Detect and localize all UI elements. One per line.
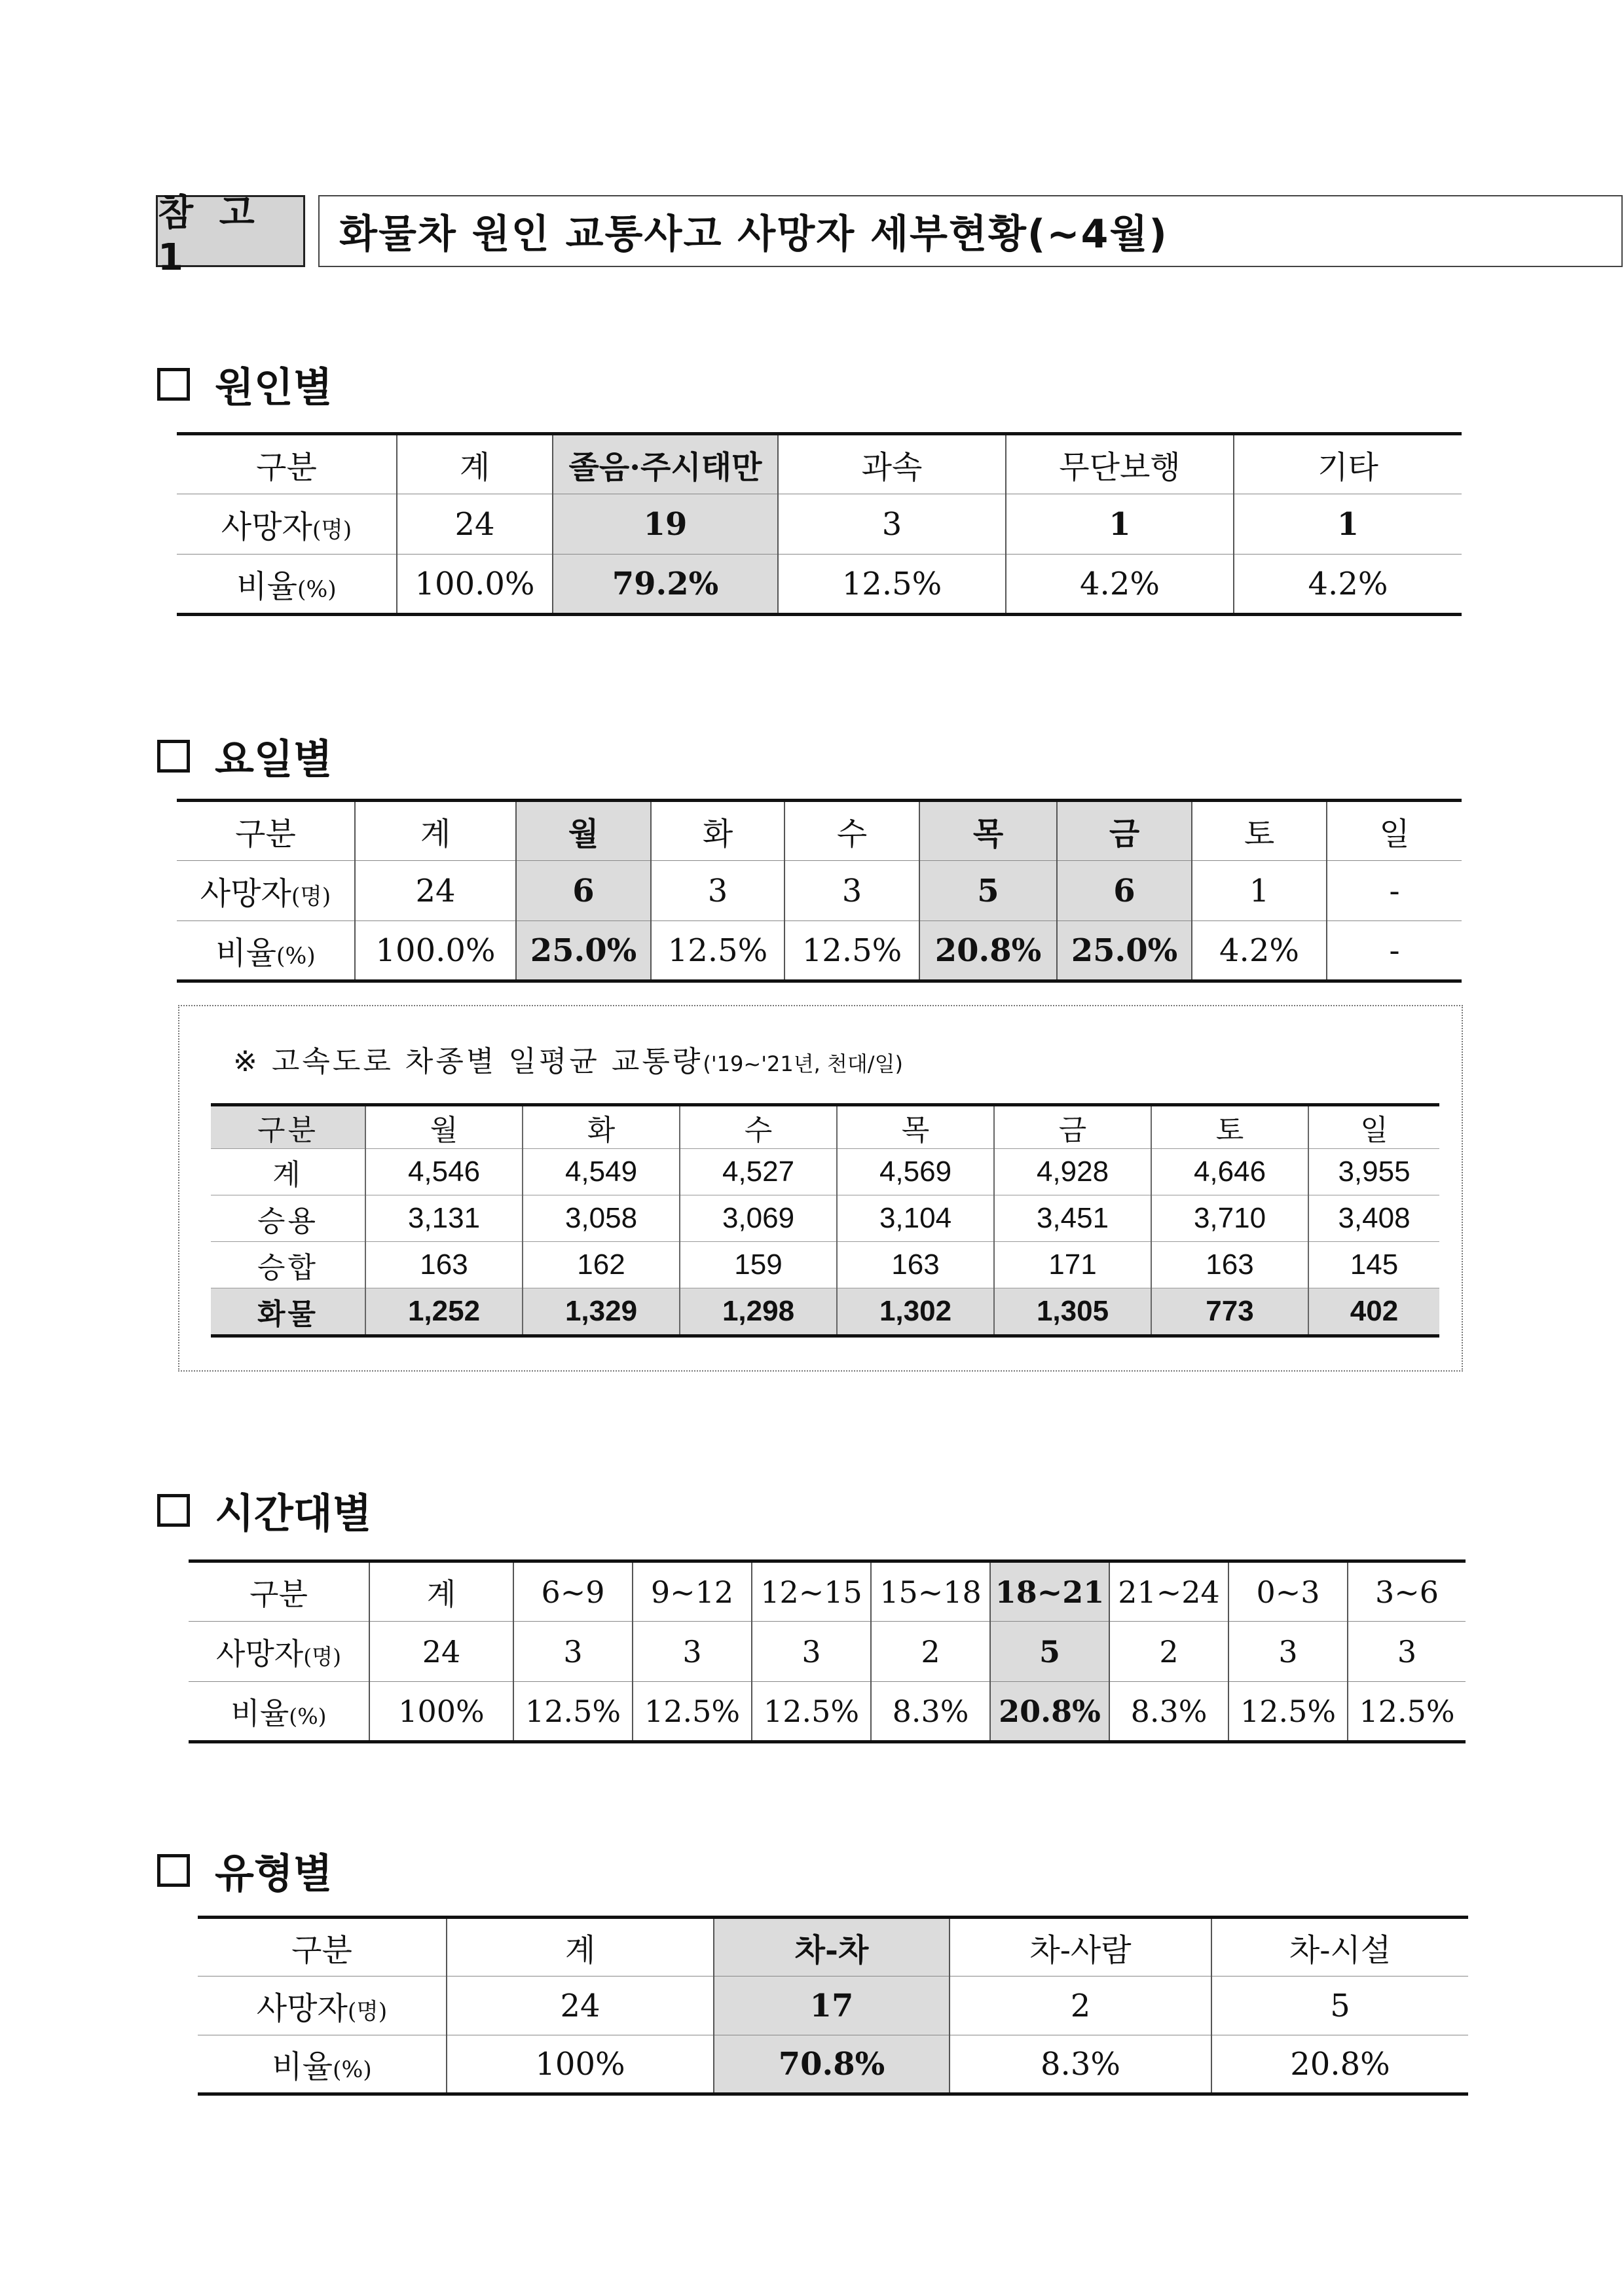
data-cell: 159 [680, 1242, 837, 1288]
data-cell: 8.3% [950, 2035, 1211, 2094]
data-cell: 1,302 [837, 1288, 994, 1336]
data-cell: 4,569 [837, 1149, 994, 1195]
row-label: 화물 [211, 1288, 365, 1336]
data-cell: 100% [369, 1682, 513, 1742]
data-cell: 1,305 [994, 1288, 1151, 1336]
header-cell: 0~3 [1228, 1561, 1348, 1622]
data-cell: 3 [778, 494, 1006, 555]
data-cell: 25.0% [1057, 921, 1192, 981]
header-cell: 일 [1308, 1105, 1439, 1149]
data-cell: 19 [553, 494, 778, 555]
table-header-row [189, 1561, 1466, 1622]
row-label: 비율(%) [189, 1682, 369, 1742]
table-row [198, 1977, 1468, 2035]
header-cell: 계 [369, 1561, 513, 1622]
data-cell: 79.2% [553, 555, 778, 615]
data-cell: 163 [1151, 1242, 1308, 1288]
data-cell: 4,546 [365, 1149, 523, 1195]
data-cell: 4,549 [523, 1149, 680, 1195]
data-cell: 171 [994, 1242, 1151, 1288]
data-cell: - [1327, 861, 1462, 921]
header-cell: 수 [680, 1105, 837, 1149]
data-cell: 1 [1006, 494, 1234, 555]
header-cell: 계 [397, 434, 553, 494]
data-cell: 145 [1308, 1242, 1439, 1288]
data-cell: 100% [447, 2035, 714, 2094]
header-cell: 차-차 [714, 1918, 950, 1977]
row-label: 승용 [211, 1195, 365, 1242]
data-cell: 2 [871, 1622, 990, 1682]
header-cell: 목 [837, 1105, 994, 1149]
section-heading-cause [157, 355, 333, 413]
header-cell: 9~12 [633, 1561, 752, 1622]
data-cell: 8.3% [1109, 1682, 1228, 1742]
header-cell: 6~9 [513, 1561, 633, 1622]
data-cell: 5 [990, 1622, 1109, 1682]
data-cell: 3,131 [365, 1195, 523, 1242]
section-heading-type [157, 1841, 333, 1899]
table-row-highlighted [211, 1288, 1439, 1336]
header-cell: 구분 [177, 801, 355, 861]
header-cell: 15~18 [871, 1561, 990, 1622]
row-label: 사망자(명) [177, 861, 355, 921]
data-cell: 2 [1109, 1622, 1228, 1682]
header-cell: 졸음·주시태만 [553, 434, 778, 494]
header-cell: 일 [1327, 801, 1462, 861]
data-cell: 12.5% [778, 555, 1006, 615]
header-cell: 구분 [189, 1561, 369, 1622]
data-cell: 162 [523, 1242, 680, 1288]
data-cell: 24 [397, 494, 553, 555]
table-row [177, 494, 1462, 555]
data-cell: 20.8% [919, 921, 1057, 981]
data-cell: 12.5% [633, 1682, 752, 1742]
data-cell: 17 [714, 1977, 950, 2035]
table-row [189, 1622, 1466, 1682]
section-title: 요일별 [215, 735, 333, 783]
data-cell: 1,252 [365, 1288, 523, 1336]
header-cell: 18~21 [990, 1561, 1109, 1622]
section-heading-hour [157, 1481, 372, 1539]
reference-tag: 참 고 1 [156, 195, 305, 267]
data-cell: 100.0% [355, 921, 516, 981]
data-cell: 12.5% [1348, 1682, 1466, 1742]
header-cell: 수 [784, 801, 919, 861]
data-cell: 3,710 [1151, 1195, 1308, 1242]
data-cell: 1,298 [680, 1288, 837, 1336]
data-cell: 25.0% [516, 921, 651, 981]
row-label: 사망자(명) [198, 1977, 447, 2035]
data-cell: 3,069 [680, 1195, 837, 1242]
data-cell: 12.5% [1228, 1682, 1348, 1742]
data-cell: 70.8% [714, 2035, 950, 2094]
data-cell: 163 [365, 1242, 523, 1288]
page-title: 화물차 원인 교통사고 사망자 세부현황(~4월) [318, 195, 1623, 267]
data-cell: 4.2% [1006, 555, 1234, 615]
data-cell: 12.5% [784, 921, 919, 981]
header-cell: 12~15 [752, 1561, 871, 1622]
table-row [198, 2035, 1468, 2094]
traffic-note-box [178, 1005, 1463, 1372]
data-cell: 3 [513, 1622, 633, 1682]
data-cell: 3,955 [1308, 1149, 1439, 1195]
header-cell: 화 [651, 801, 784, 861]
table-row [177, 921, 1462, 981]
data-cell: 6 [516, 861, 651, 921]
data-cell: 402 [1308, 1288, 1439, 1336]
header-cell: 계 [447, 1918, 714, 1977]
data-cell: 3 [752, 1622, 871, 1682]
header-cell: 월 [365, 1105, 523, 1149]
data-cell: 20.8% [1211, 2035, 1468, 2094]
data-cell: 3 [1228, 1622, 1348, 1682]
header-cell: 차-사람 [950, 1918, 1211, 1977]
data-cell: 24 [369, 1622, 513, 1682]
data-cell: 773 [1151, 1288, 1308, 1336]
header-cell: 기타 [1234, 434, 1462, 494]
data-cell: - [1327, 921, 1462, 981]
header-cell: 21~24 [1109, 1561, 1228, 1622]
table-row [211, 1149, 1439, 1195]
row-label: 비율(%) [177, 921, 355, 981]
checkbox-square-icon [157, 368, 190, 401]
hour-table [189, 1559, 1466, 1743]
data-cell: 12.5% [513, 1682, 633, 1742]
data-cell: 4,527 [680, 1149, 837, 1195]
data-cell: 5 [1211, 1977, 1468, 2035]
data-cell: 4.2% [1234, 555, 1462, 615]
table-row [211, 1242, 1439, 1288]
header-cell: 토 [1192, 801, 1327, 861]
header-cell: 토 [1151, 1105, 1308, 1149]
note-title: ※ 고속도로 차종별 일평균 교통량('19~'21년, 천대/일) [233, 1045, 903, 1078]
row-label: 계 [211, 1149, 365, 1195]
header-cell: 금 [994, 1105, 1151, 1149]
table-row [211, 1195, 1439, 1242]
table-row [189, 1682, 1466, 1742]
cause-table [177, 432, 1462, 616]
section-title: 시간대별 [215, 1489, 372, 1537]
header-cell: 구분 [198, 1918, 447, 1977]
row-label: 승합 [211, 1242, 365, 1288]
row-label: 사망자(명) [189, 1622, 369, 1682]
type-table [198, 1916, 1468, 2096]
data-cell: 3,451 [994, 1195, 1151, 1242]
data-cell: 20.8% [990, 1682, 1109, 1742]
header-cell: 계 [355, 801, 516, 861]
header-cell: 차-시설 [1211, 1918, 1468, 1977]
data-cell: 3,408 [1308, 1195, 1439, 1242]
table-row [177, 861, 1462, 921]
data-cell: 3 [1348, 1622, 1466, 1682]
table-header-row [177, 801, 1462, 861]
row-label: 비율(%) [177, 555, 397, 615]
data-cell: 4,928 [994, 1149, 1151, 1195]
table-header-row [211, 1105, 1439, 1149]
header-cell: 목 [919, 801, 1057, 861]
data-cell: 3,104 [837, 1195, 994, 1242]
header-cell: 무단보행 [1006, 434, 1234, 494]
header-cell: 화 [523, 1105, 680, 1149]
data-cell: 3 [633, 1622, 752, 1682]
header-cell: 3~6 [1348, 1561, 1466, 1622]
table-header-row [198, 1918, 1468, 1977]
data-cell: 3,058 [523, 1195, 680, 1242]
row-label: 사망자(명) [177, 494, 397, 555]
data-cell: 3 [651, 861, 784, 921]
checkbox-square-icon [157, 1854, 190, 1887]
data-cell: 24 [355, 861, 516, 921]
data-cell: 6 [1057, 861, 1192, 921]
table-header-row [177, 434, 1462, 494]
data-cell: 12.5% [651, 921, 784, 981]
data-cell: 4.2% [1192, 921, 1327, 981]
section-heading-weekday [157, 727, 333, 785]
data-cell: 1,329 [523, 1288, 680, 1336]
traffic-table [211, 1103, 1439, 1338]
checkbox-square-icon [157, 1494, 190, 1527]
header-cell: 구분 [211, 1105, 365, 1149]
data-cell: 1 [1234, 494, 1462, 555]
data-cell: 3 [784, 861, 919, 921]
data-cell: 12.5% [752, 1682, 871, 1742]
section-title: 원인별 [215, 363, 333, 411]
header-cell: 금 [1057, 801, 1192, 861]
row-label: 비율(%) [198, 2035, 447, 2094]
header-cell: 과속 [778, 434, 1006, 494]
data-cell: 24 [447, 1977, 714, 2035]
weekday-table [177, 799, 1462, 983]
data-cell: 100.0% [397, 555, 553, 615]
data-cell: 5 [919, 861, 1057, 921]
data-cell: 4,646 [1151, 1149, 1308, 1195]
data-cell: 1 [1192, 861, 1327, 921]
header-cell: 구분 [177, 434, 397, 494]
section-title: 유형별 [215, 1850, 333, 1897]
checkbox-square-icon [157, 740, 190, 773]
data-cell: 8.3% [871, 1682, 990, 1742]
data-cell: 2 [950, 1977, 1211, 2035]
data-cell: 163 [837, 1242, 994, 1288]
header-cell: 월 [516, 801, 651, 861]
table-row [177, 555, 1462, 615]
